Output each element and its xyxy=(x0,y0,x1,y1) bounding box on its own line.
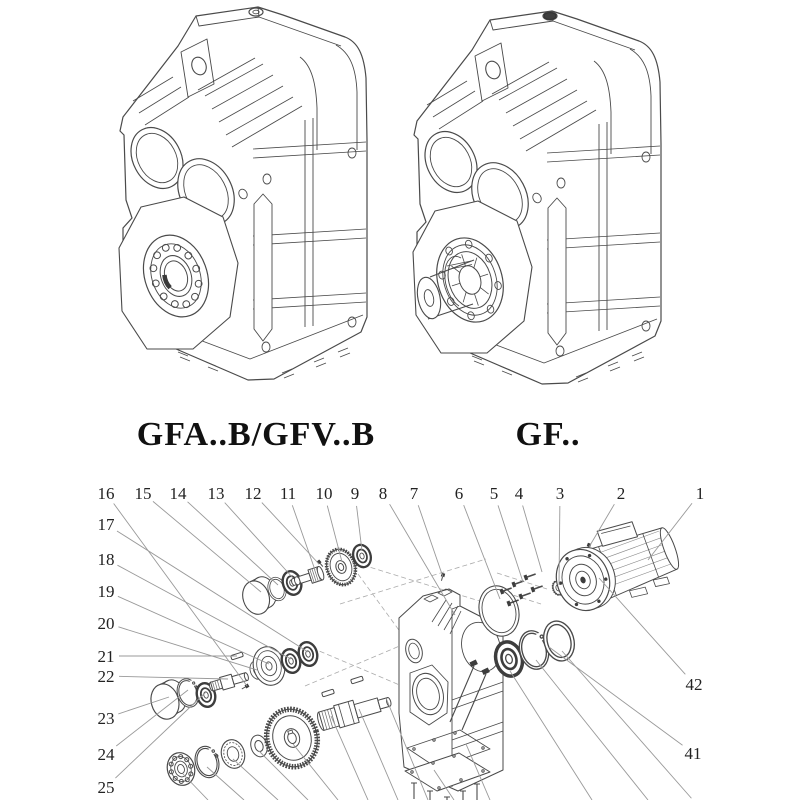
callout-number: 4 xyxy=(514,484,524,503)
leader-line xyxy=(119,676,228,679)
callout-number: 24 xyxy=(97,745,115,764)
leader-line xyxy=(114,503,247,686)
oil-plug xyxy=(544,13,556,20)
callout-number: 15 xyxy=(134,484,152,503)
leader-line xyxy=(188,502,278,585)
gearbox-iso-drawing-hollow-shaft xyxy=(100,0,400,400)
callout-number: 13 xyxy=(207,484,225,503)
callout-number: 25 xyxy=(97,778,115,797)
leader-line xyxy=(331,716,368,800)
leader-line xyxy=(153,501,261,592)
screw xyxy=(241,684,250,691)
callout-number: 12 xyxy=(244,484,262,503)
key xyxy=(322,689,335,697)
callout-number: 41 xyxy=(684,744,702,763)
leader-line xyxy=(464,505,500,599)
callout-number: 8 xyxy=(378,484,388,503)
leader-line xyxy=(262,503,319,564)
oil-seal xyxy=(218,737,248,771)
key xyxy=(351,676,364,684)
output-gear xyxy=(260,703,324,773)
exploded-parts-diagram xyxy=(90,470,710,800)
callout-number: 1 xyxy=(695,484,705,503)
leader-line xyxy=(523,505,542,572)
leader-line xyxy=(359,709,398,800)
callout-number: 2 xyxy=(616,484,626,503)
callout-number: 20 xyxy=(97,614,115,633)
callout-number: 9 xyxy=(350,484,360,503)
leader-line xyxy=(292,505,315,570)
callout-number: 17 xyxy=(97,515,115,534)
leader-line xyxy=(562,651,691,798)
model-label-left: GFA..B/GFV..B xyxy=(136,416,376,453)
motor xyxy=(545,508,687,622)
callout-number: 16 xyxy=(97,484,115,503)
leader-line xyxy=(233,759,278,800)
leader-line xyxy=(418,505,443,577)
leader-line xyxy=(510,671,592,800)
output-flange xyxy=(413,201,532,353)
model-label-right: GF.. xyxy=(515,416,581,453)
leader-line xyxy=(549,647,683,745)
intermediate-shaft xyxy=(315,690,393,733)
callout-number: 42 xyxy=(685,675,703,694)
callout-number: 21 xyxy=(97,647,115,666)
leader-line xyxy=(225,503,293,578)
gearbox-iso-drawing-solid-shaft xyxy=(404,0,704,400)
input-pinion-shaft xyxy=(290,566,326,589)
callout-number: 22 xyxy=(97,667,115,686)
ball-bearing xyxy=(163,749,198,788)
leader-line xyxy=(498,505,523,582)
callout-number: 7 xyxy=(409,484,419,503)
hollow-shaft-bearing xyxy=(119,197,238,349)
callout-number: 14 xyxy=(169,484,187,503)
callout-number: 23 xyxy=(97,709,115,728)
callout-number: 6 xyxy=(454,484,464,503)
callout-number: 10 xyxy=(315,484,333,503)
leader-line xyxy=(183,774,208,800)
callout-number: 11 xyxy=(279,484,297,503)
leader-line xyxy=(118,627,257,670)
callout-number: 18 xyxy=(97,550,115,569)
callout-number: 5 xyxy=(489,484,499,503)
snap-ring xyxy=(192,743,224,780)
callout-number: 3 xyxy=(555,484,565,503)
callout-number: 19 xyxy=(97,582,115,601)
leader-line xyxy=(207,767,244,800)
